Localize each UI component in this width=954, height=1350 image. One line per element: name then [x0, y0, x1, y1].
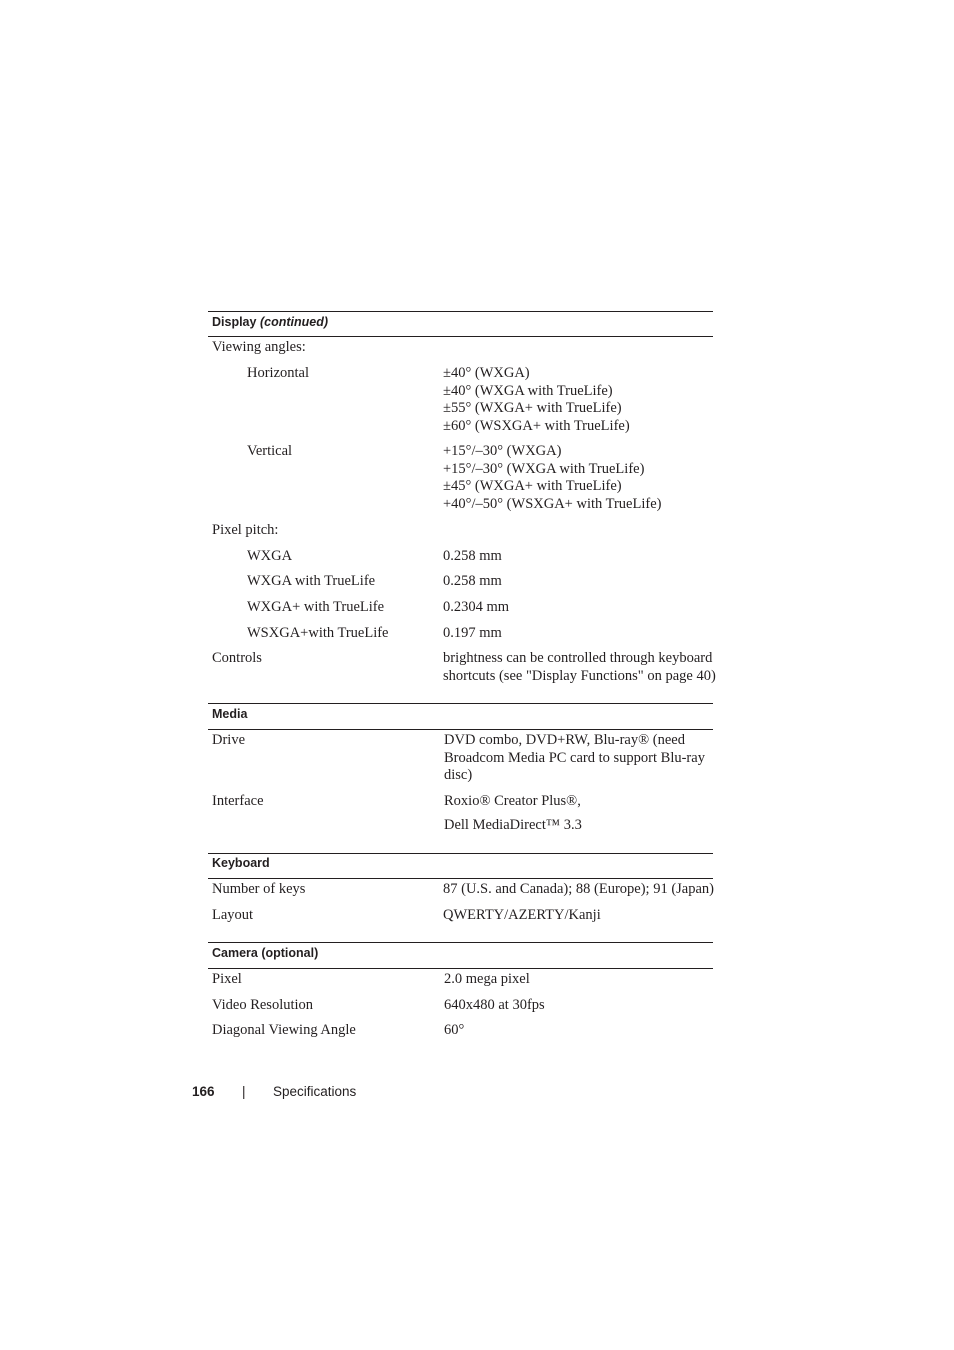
camera-heading: Camera (optional) [212, 946, 319, 960]
controls-label: Controls [212, 650, 262, 666]
pixel-pitch-row-label: WXGA [247, 548, 293, 564]
layout-value: QWERTY/AZERTY/Kanji [443, 907, 601, 923]
camera-top-rule [208, 942, 713, 943]
pixel-pitch-label: Pixel pitch: [212, 522, 279, 538]
horizontal-values [443, 365, 630, 435]
interface-line: Roxio® Creator Plus®, [444, 793, 581, 809]
media-heading: Media [212, 707, 248, 721]
drive-value [444, 732, 705, 785]
interface-line: Dell MediaDirect™ 3.3 [444, 817, 582, 833]
pixel-pitch-row-label: WXGA with TrueLife [247, 573, 376, 589]
drive-label: Drive [212, 732, 246, 748]
pixel-pitch-row-value: 0.258 mm [443, 548, 502, 564]
layout-label: Layout [212, 907, 254, 923]
camera-header-rule [208, 968, 713, 969]
display-header-rule [208, 336, 713, 337]
horizontal-value: ±40° (WXGA with TrueLife) [443, 382, 613, 399]
controls-value [443, 650, 716, 685]
vertical-value: +40°/–50° (WSXGA+ with TrueLife) [443, 495, 662, 512]
pixel-pitch-row-value: 0.197 mm [443, 625, 502, 641]
page-number: 166 [192, 1084, 215, 1099]
video-resolution-label: Video Resolution [212, 997, 314, 1013]
drive-line: disc) [444, 767, 473, 783]
display-top-rule [208, 311, 713, 312]
horizontal-value: ±40° (WXGA) [443, 365, 530, 381]
vertical-label: Vertical [247, 443, 293, 459]
pixel-pitch-row-label: WXGA+ with TrueLife [247, 599, 385, 615]
vertical-value: +15°/–30° (WXGA with TrueLife) [443, 460, 645, 477]
video-resolution-value: 640x480 at 30fps [444, 997, 545, 1013]
display-heading-suffix: (continued) [259, 315, 328, 329]
horizontal-value: ±55° (WXGA+ with TrueLife) [443, 400, 622, 416]
horizontal-value: ±60° (WSXGA+ with TrueLife) [443, 417, 630, 434]
controls-line: brightness can be controlled through keyboard [443, 650, 713, 666]
vertical-value: ±45° (WXGA+ with TrueLife) [443, 478, 622, 494]
camera-pixel-value: 2.0 mega pixel [444, 971, 530, 987]
footer-section-title: Specifications [273, 1084, 357, 1099]
diagonal-angle-value: 60° [444, 1022, 465, 1038]
viewing-angles-label: Viewing angles: [212, 339, 306, 355]
vertical-values [443, 443, 661, 513]
controls-line: shortcuts (see "Display Functions" on page 40) [443, 667, 716, 684]
number-of-keys-label: Number of keys [212, 881, 306, 897]
pixel-pitch-row-value: 0.258 mm [443, 573, 502, 589]
pixel-pitch-row-label: WSXGA+with TrueLife [247, 625, 389, 641]
keyboard-header-rule [208, 878, 713, 879]
horizontal-label: Horizontal [247, 365, 310, 381]
display-heading-text: Display [212, 315, 257, 329]
drive-line: Broadcom Media PC card to support Blu-ray [444, 749, 705, 766]
footer-separator: | [242, 1084, 246, 1099]
keyboard-heading: Keyboard [212, 856, 270, 870]
camera-pixel-label: Pixel [212, 971, 242, 987]
keyboard-top-rule [208, 853, 713, 854]
number-of-keys-value: 87 (U.S. and Canada); 88 (Europe); 91 (Japan) [443, 881, 714, 897]
interface-label: Interface [212, 793, 264, 809]
vertical-value: +15°/–30° (WXGA) [443, 443, 562, 459]
drive-line: DVD combo, DVD+RW, Blu-ray® (need [444, 732, 685, 748]
diagonal-angle-label: Diagonal Viewing Angle [212, 1022, 356, 1038]
pixel-pitch-row-value: 0.2304 mm [443, 599, 510, 615]
media-header-rule [208, 729, 713, 730]
display-heading [212, 315, 328, 330]
media-top-rule [208, 703, 713, 704]
